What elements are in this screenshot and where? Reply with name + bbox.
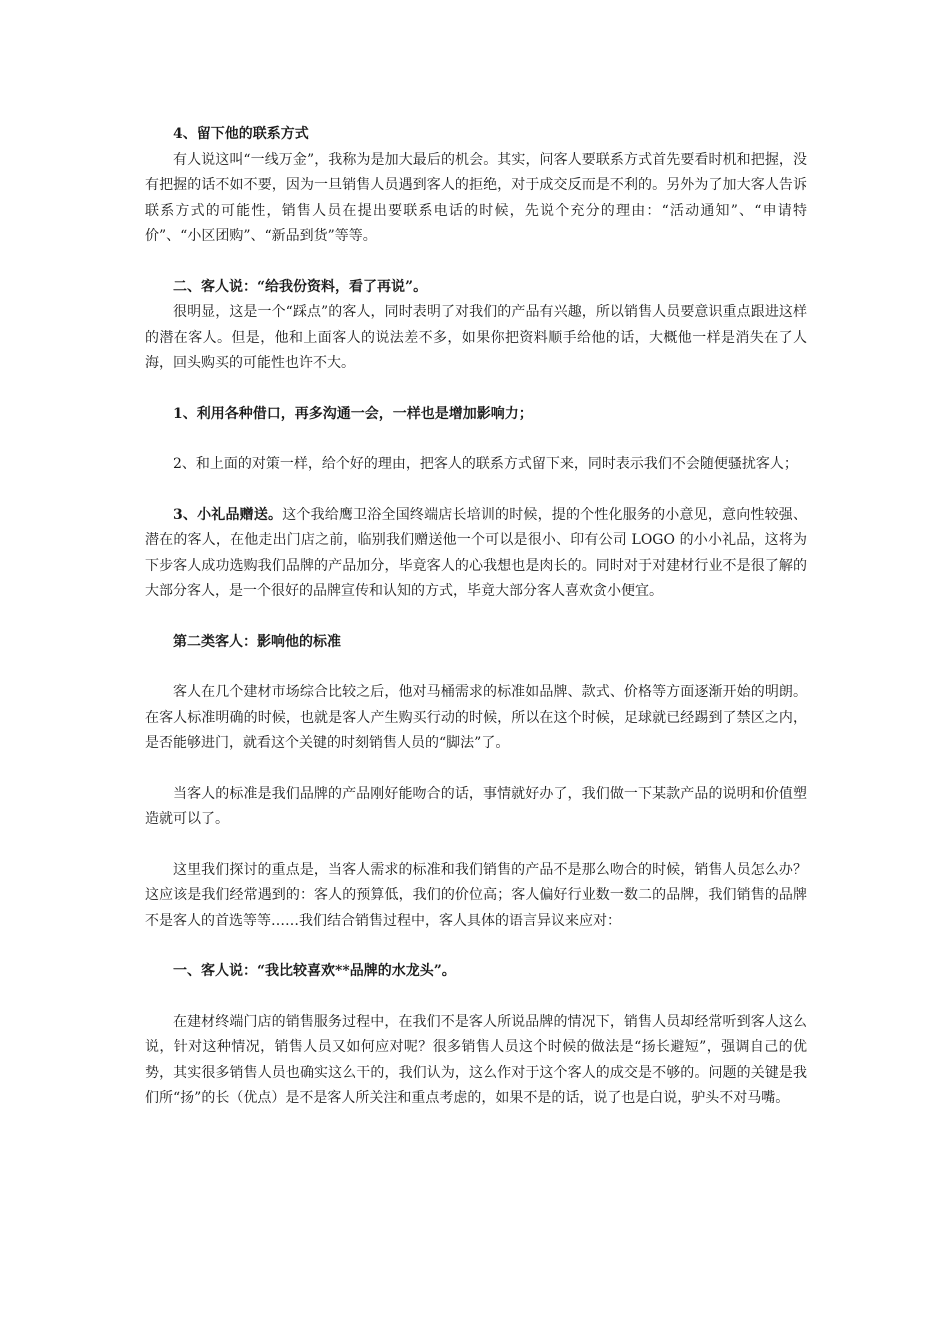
paragraph-contact-method: 有人说这叫“一线万金”，我称为是加大最后的机会。其实，问客人要联系方式首先要看时机和把握，没有把握的话不如不要，因为一旦销售人员遇到客人的拒绝，对于成交反而是不利的。另外为了加大客人告诉联系方式的可能性，销售人员在提出要联系电话的时候，先说个充分的理由：“活动通知”、“申请特价”、“小区团购”、“新品到货”等等。 — [145, 151, 807, 244]
paragraph-small-gift — [145, 503, 807, 605]
section-heading-give-materials: 二、客人说：“给我份资料，看了再说”。 — [173, 278, 428, 295]
paragraph-customer-standard: 客人在几个建材市场综合比较之后，他对马桶需求的标准如品牌、款式、价格等方面逐渐开始的明朗。在客人标准明确的时候，也就是客人产生购买行动的时候，所以在这个时候，足球就已经踢到了禁区之内，是否能够进门，就看这个关键的时刻销售人员的“脚法”了。 — [145, 684, 807, 751]
paragraph-scouting-customer: 很明显，这是一个“踩点”的客人，同时表明了对我们的产品有兴趣，所以销售人员要意识重点跟进这样的潜在客人。但是，他和上面客人的说法差不多，如果你把资料顺手给他的话，大概他一样是消失在了人海，回头购买的可能性也许不大。 — [145, 304, 807, 371]
paragraph-standard-match: 当客人的标准是我们品牌的产品刚好能吻合的话，事情就好办了，我们做一下某款产品的说明和价值塑造就可以了。 — [145, 785, 807, 827]
document-body — [145, 122, 807, 1112]
paragraph-keep-contact: 2、和上面的对策一样，给个好的理由，把客人的联系方式留下来，同时表示我们不会随便骚扰客人； — [173, 456, 798, 472]
section-heading-second-type: 第二类客人：影响他的标准 — [173, 633, 341, 650]
section-heading-faucet-brand: 一、客人说：“我比较喜欢**品牌的水龙头”。 — [173, 963, 456, 979]
small-gift-text: 这个我给鹰卫浴全国终端店长培训的时候，提的个性化服务的小意见，意向性较强、潜在的客人，在他走出门店之前，临别我们赠送他一个可以是很小、印有公司 LOGO 的小小礼品，这将为下步客人成功选购我们品牌的产品加分，毕竟客人的心我想也是肉长的。同时对于对建材行业不是很了解的大部分客人，是一个很好的品牌宣传和认知的方式，毕竟大部分客人喜欢贪小便宜。 — [145, 506, 807, 599]
section-heading-contact: 4、留下他的联系方式 — [173, 126, 309, 142]
paragraph-faucet-brand: 在建材终端门店的销售服务过程中，在我们不是客人所说品牌的情况下，销售人员却经常听到客人这么说，针对这种情况，销售人员又如何应对呢？很多销售人员这个时候的做法是“扬长避短”，强调自己的优势，其实很多销售人员也确实这么干的，我们认为，这么作对于这个客人的成交是不够的。问题的关键是我们所“扬”的长（优点）是不是客人所关注和重点考虑的，如果不是的话，说了也是白说，驴头不对马嘴。 — [145, 1013, 807, 1106]
item-heading-excuses: 1、利用各种借口，再多沟通一会，一样也是增加影响力； — [173, 405, 533, 422]
small-gift-lead: 3、小礼品赠送。 — [173, 506, 283, 523]
paragraph-standard-mismatch: 这里我们探讨的重点是，当客人需求的标准和我们销售的产品不是那么吻合的时候，销售人员怎么办？这应该是我们经常遇到的：客人的预算低，我们的价位高；客人偏好行业数一数二的品牌，我们销售的品牌不是客人的首选等等……我们结合销售过程中，客人具体的语言异议来应对： — [145, 861, 807, 929]
